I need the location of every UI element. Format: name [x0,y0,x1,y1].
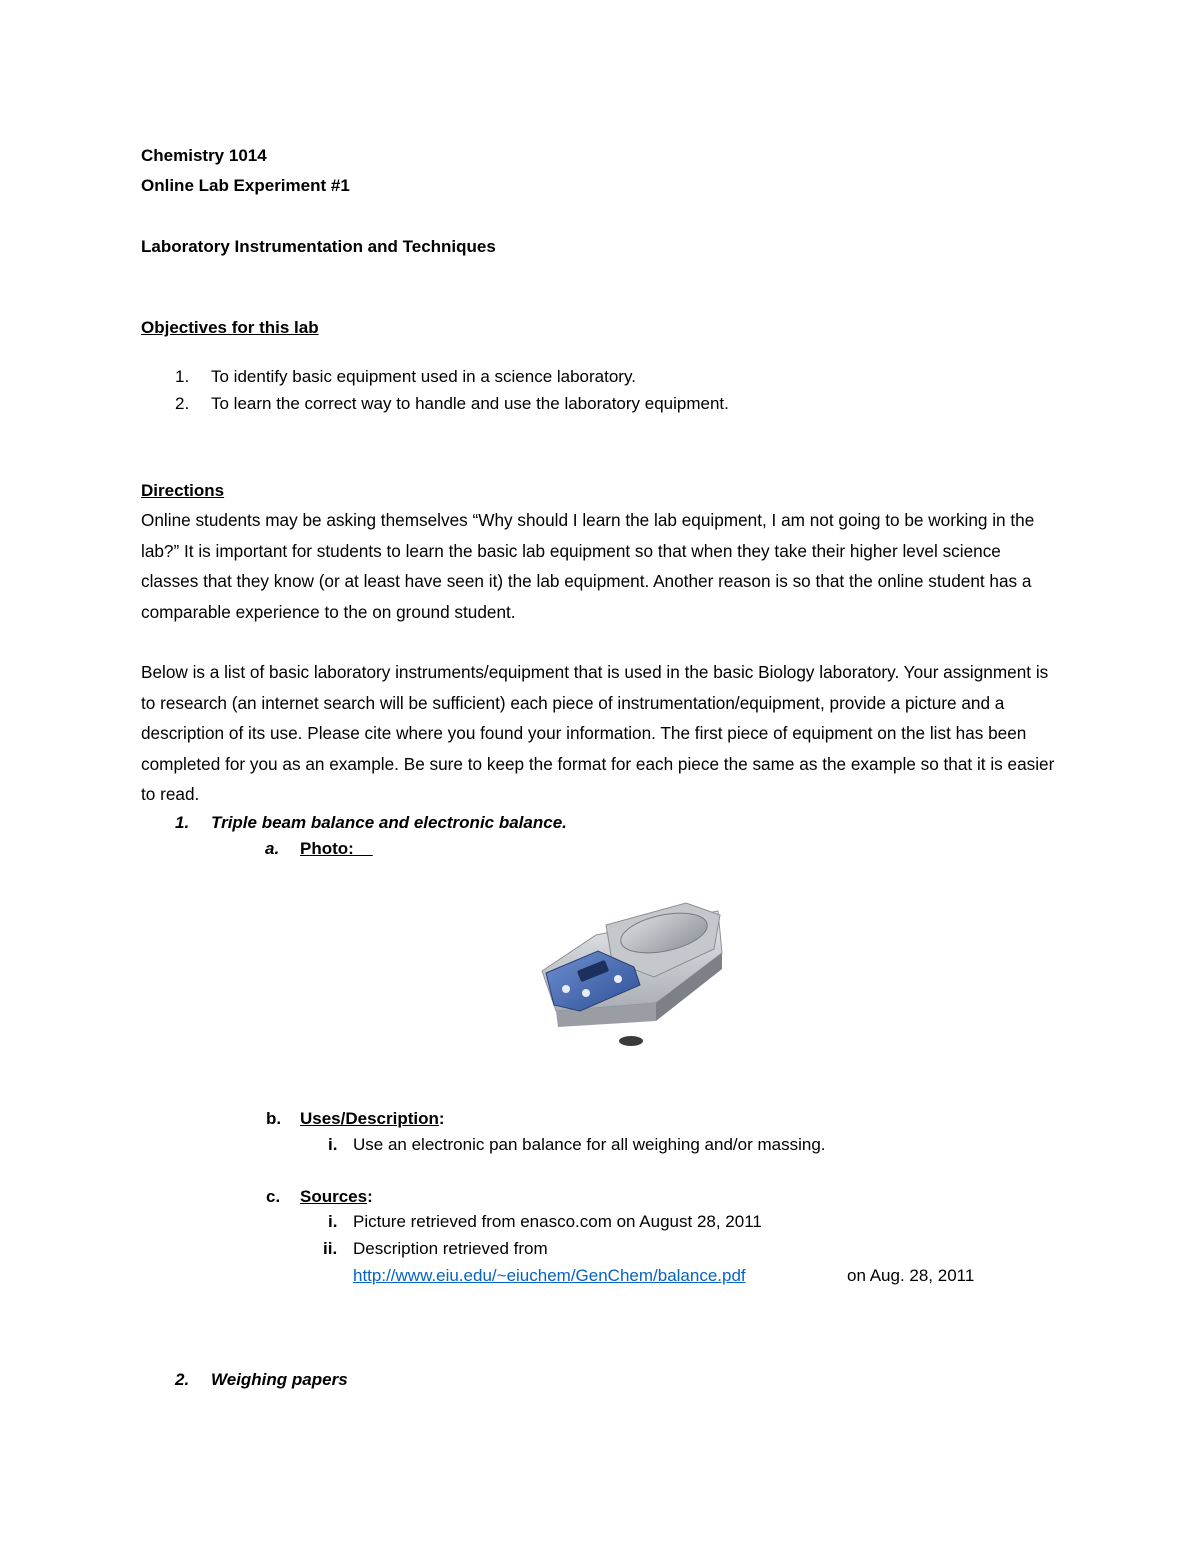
source-text: Picture retrieved from enasco.com on August 28, 2011 [353,1212,762,1231]
sources-label: Sources: [300,1187,373,1206]
source-text: Description retrieved from [353,1239,548,1258]
experiment-title: Online Lab Experiment #1 [141,176,350,195]
balance-button [614,975,622,983]
source-date: on Aug. 28, 2011 [847,1266,975,1285]
equipment-name: Triple beam balance and electronic balance. [211,813,567,832]
photo-label-text: Photo: [300,839,354,858]
electronic-balance-image [536,893,726,1048]
photo-label [300,838,373,860]
directions-heading: Directions [141,481,225,500]
directions-paragraph-1: Online students may be asking themselves “Why should I learn the lab equipment, I am not going to be working in the lab?” It is important for students to learn the basic lab equipment so that when they take their higher level science classes that they know (or at least have seen it) the lab equipment. Another reason is so that the online student has a comparable experience to the on ground student. [141,510,1035,622]
objective-number: 1. [175,367,190,386]
objective-number: 2. [175,394,190,413]
uses-label: Uses/Description: [300,1109,445,1128]
source-number: ii. [323,1239,338,1258]
uses-item-number: i. [328,1135,338,1154]
course-title: Chemistry 1014 [141,146,267,165]
directions-paragraph-2: Below is a list of basic laboratory instruments/equipment that is used in the basic Biology laboratory. Your assignment is to research (an internet search will be sufficient) each piece of instrumentation/equipment, provide a picture and a description of its use. Please cite where you found your information. The first piece of equipment on the list has been completed for you as an example. Be sure to keep the format for each piece the same as the example so that it is easier to read. [141,662,1055,804]
assignment-paragraph [141,657,1061,810]
balance-button [582,989,590,997]
directions-paragraph [141,505,1061,627]
equipment-number: 1. [175,813,190,832]
lab-title: Laboratory Instrumentation and Techniques [141,237,496,256]
sources-letter: c. [266,1187,281,1206]
objectives-heading: Objectives for this lab [141,318,319,337]
source-number: i. [328,1212,338,1231]
equipment-name: Weighing papers [211,1370,348,1389]
balance-foot [619,1036,643,1046]
uses-letter: b. [266,1109,282,1128]
balance-button [562,985,570,993]
source-link[interactable]: http://www.eiu.edu/~eiuchem/GenChem/balance.pdf [353,1266,746,1285]
uses-label-text: Uses/Description [300,1109,439,1128]
uses-item-text: Use an electronic pan balance for all weighing and/or massing. [353,1135,826,1154]
objective-text: To identify basic equipment used in a science laboratory. [211,367,636,386]
photo-letter: a. [265,839,280,858]
objective-text: To learn the correct way to handle and use the laboratory equipment. [211,394,729,413]
sources-label-text: Sources [300,1187,368,1206]
equipment-number: 2. [175,1370,190,1389]
